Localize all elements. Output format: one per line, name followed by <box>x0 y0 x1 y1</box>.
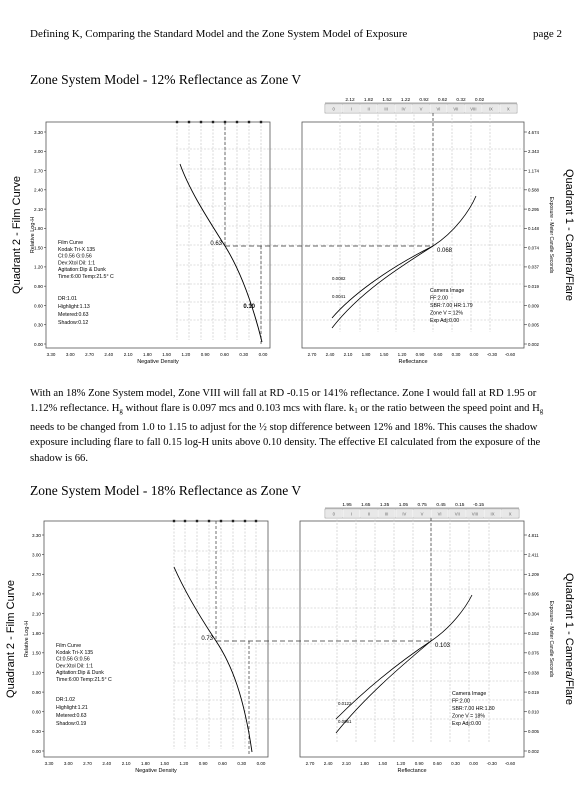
reflectance-tick-label: 0.90 <box>415 352 425 357</box>
density-tick-label: 3.00 <box>65 352 75 357</box>
right-tick-label: 0.606 <box>528 591 539 597</box>
camera-info-line: Exp Adj:0.00 <box>452 721 482 727</box>
film-info-line: Agitation:Dip & Dunk <box>56 670 104 677</box>
top-marker <box>208 520 210 522</box>
reflectance-tick-label: 2.10 <box>341 761 351 766</box>
y-tick-label: 0.30 <box>34 322 43 328</box>
zone-label: I <box>350 106 352 112</box>
right-tick-label: 1.174 <box>528 168 539 174</box>
density-tick-label: 2.70 <box>83 761 92 766</box>
film-info-line: Dev:Xtol Dil: 1:1 <box>58 260 96 267</box>
density-tick-label: 2.10 <box>123 352 133 357</box>
page-number: page 2 <box>532 28 562 40</box>
top-tick-label: 0.92 <box>419 98 429 103</box>
top-marker <box>173 520 175 522</box>
zone-label: III <box>384 106 388 112</box>
y-tick-label: 0.00 <box>32 748 41 754</box>
camera-info-line: FF:2.00 <box>452 698 470 705</box>
paragraph-text-2: without flare is 0.097 mcs and 0.103 mcs with flare. k <box>122 403 355 415</box>
density-tick-label: 0.30 <box>237 761 247 766</box>
reflectance-tick-label: 0.30 <box>451 761 460 766</box>
flare-midtone-label: 0.068 <box>437 248 453 254</box>
top-tick-label: 2.12 <box>345 98 355 103</box>
y-tick-label: 2.10 <box>34 206 43 212</box>
right-tick-label: 2.343 <box>528 149 539 155</box>
flare-low-b-label: 0.0061 <box>338 719 352 724</box>
left-side-label: Quadrant 2 - Film Curve <box>5 580 17 698</box>
reflectance-tick-label: 1.20 <box>397 352 407 357</box>
density-tick-label: 0.60 <box>220 352 229 357</box>
right-tick-label: 4.674 <box>528 129 539 135</box>
zone-label: V <box>420 511 424 517</box>
y-tick-label: 2.70 <box>32 572 41 578</box>
density-tick-label: 1.20 <box>181 352 191 357</box>
reflectance-tick-label: 0.30 <box>451 352 461 357</box>
density-tick-label: 1.80 <box>142 352 152 357</box>
y-tick-label: 1.80 <box>32 630 41 636</box>
density-tick-label: 0.60 <box>218 761 227 766</box>
right-tick-label: 0.005 <box>528 729 539 735</box>
right-tick-label: 0.010 <box>528 709 539 715</box>
figure2-heading: Zone System Model - 18% Reflectance as Zone V <box>30 483 302 498</box>
density-tick-label: 1.50 <box>160 761 170 766</box>
top-tick-label: 1.52 <box>382 98 392 103</box>
camera-info-line: Camera Image <box>430 288 465 294</box>
zone-label: VII <box>454 511 460 517</box>
film-stat-line: Shadow:0.19 <box>56 721 87 727</box>
subscript-g-1: g <box>119 407 123 416</box>
density-tick-label: 0.00 <box>256 761 266 766</box>
camera-info-line: SBR:7.00 HR:1.80 <box>452 706 495 712</box>
density-axis-label: Negative Density <box>135 768 177 774</box>
right-tick-label: 0.038 <box>528 670 539 676</box>
film-info-line: Kodak Tri-X 135 <box>56 649 94 656</box>
top-marker <box>212 121 214 123</box>
figure1-chart <box>0 92 576 368</box>
right-tick-label: 0.148 <box>528 226 539 232</box>
right-tick-label: 0.076 <box>528 650 539 656</box>
reflectance-tick-label: 0.90 <box>414 761 424 766</box>
reflectance-tick-label: 1.80 <box>361 352 371 357</box>
top-tick-label: 0.02 <box>474 98 485 103</box>
zone-label: X <box>506 106 510 112</box>
camera-info-line: SBR:7.00 HR:1.79 <box>430 303 473 309</box>
reflectance-tick-label: 2.10 <box>343 352 353 357</box>
film-stat-line: Metered:0.63 <box>56 713 87 719</box>
top-tick-label: 1.65 <box>361 503 371 508</box>
paragraph-text-4: needs to be changed from 1.0 to 1.15 to adjust for the ½ stop difference between 12% and 18%. This causes the shadow exposure including flare to fall 0.15 log-H units above 0.10 density. The effective EI calculated from the exposure of the shadow is 66. <box>30 421 541 464</box>
density-tick-label: 1.80 <box>140 761 150 766</box>
zone-label: V <box>419 106 423 112</box>
film-stat-line: Metered:0.63 <box>58 312 89 318</box>
top-tick-label: 0.75 <box>417 503 427 508</box>
right-tick-label: 0.002 <box>528 748 539 754</box>
right-tick-label: 0.074 <box>528 245 539 251</box>
page-header-title: Defining K, Comparing the Standard Model and the Zone System Model of Exposure <box>30 28 408 40</box>
film-stat-line: Highlight:1.21 <box>56 705 88 711</box>
film-info-line: Kodak Tri-X 135 <box>58 246 96 253</box>
y-tick-label: 1.20 <box>34 264 43 270</box>
density-tick-label: 3.00 <box>63 761 73 766</box>
right-tick-label: 0.002 <box>528 341 539 347</box>
right-axis-label: Exposure - Meter Candle Seconds <box>548 196 554 274</box>
zone-label: II <box>367 106 370 112</box>
shadow-density-label: 0.10 <box>243 304 255 310</box>
film-stat-line: DR:1.02 <box>56 697 76 703</box>
reflectance-tick-label: 2.40 <box>325 352 335 357</box>
right-tick-label: 0.019 <box>528 283 539 289</box>
figure1-heading: Zone System Model - 12% Reflectance as Zone V <box>30 72 302 87</box>
right-side-label: Quadrant 1 - Camera/Flare <box>563 168 575 302</box>
right-tick-label: 0.152 <box>528 630 539 636</box>
right-tick-label: 4.811 <box>528 532 539 538</box>
right-tick-label: 2.411 <box>528 552 539 558</box>
density-tick-label: 0.00 <box>258 352 268 357</box>
top-tick-label: 0.62 <box>437 98 448 103</box>
right-tick-label: 0.588 <box>528 187 539 193</box>
density-tick-label: 3.30 <box>44 761 54 766</box>
reflectance-axis-label: Reflectance <box>397 768 427 774</box>
zone-label: IX <box>490 511 495 517</box>
camera-flare-panel <box>300 521 524 757</box>
right-tick-label: 0.037 <box>528 264 539 270</box>
right-tick-label: 0.295 <box>528 206 539 212</box>
y-tick-label: 1.50 <box>34 245 43 251</box>
film-info-line: Film Curve <box>56 643 82 649</box>
right-side-label: Quadrant 1 - Camera/Flare <box>563 572 575 706</box>
zone-label: III <box>384 511 389 517</box>
y-axis-label: Relative Log-H <box>24 620 30 658</box>
reflectance-tick-label: -0.30 <box>486 352 498 357</box>
density-tick-label: 0.90 <box>200 352 210 357</box>
y-tick-label: 1.50 <box>32 650 41 656</box>
top-marker <box>196 520 198 522</box>
reflectance-tick-label: 0.60 <box>433 352 443 357</box>
y-tick-label: 2.40 <box>32 591 41 597</box>
subscript-1: 1 <box>354 407 358 416</box>
reflectance-tick-label: 2.70 <box>305 761 315 766</box>
top-marker <box>220 520 222 522</box>
camera-info-line: FF:2.00 <box>430 295 448 302</box>
reflectance-tick-label: -0.60 <box>504 761 516 766</box>
zone-label: X <box>508 511 512 517</box>
y-tick-label: 3.30 <box>32 532 41 538</box>
top-marker <box>244 520 246 522</box>
top-tick-label: 1.22 <box>400 98 411 103</box>
top-marker <box>255 520 257 522</box>
y-tick-label: 3.00 <box>32 552 41 558</box>
y-tick-label: 2.10 <box>32 611 41 617</box>
y-tick-label: 0.90 <box>34 283 43 289</box>
zone-label: 0 <box>332 106 335 112</box>
zone-label: IX <box>488 106 493 112</box>
density-tick-label: 0.30 <box>239 352 249 357</box>
top-tick-label: 0.15 <box>455 503 465 508</box>
film-info-line: Time:6:00 Temp:21.5° C <box>58 274 114 280</box>
right-tick-label: 0.009 <box>528 303 539 309</box>
midtone-density-label: 0.63 <box>210 241 222 247</box>
top-tick-label: 1.95 <box>342 503 352 508</box>
top-tick-label: 0.32 <box>456 98 466 103</box>
reflectance-tick-label: 1.50 <box>379 352 389 357</box>
left-side-label: Quadrant 2 - Film Curve <box>11 176 23 294</box>
density-axis-label: Negative Density <box>137 359 179 365</box>
right-tick-label: 0.304 <box>528 611 539 617</box>
top-marker <box>248 121 250 123</box>
density-tick-label: 2.10 <box>121 761 131 766</box>
right-tick-label: 1.209 <box>528 572 539 578</box>
film-info-line: CI:0.56 G:0.56 <box>56 656 90 663</box>
y-tick-label: 3.00 <box>34 149 43 155</box>
zone-label: 0 <box>332 511 335 517</box>
zone-label: VI <box>436 106 441 112</box>
subscript-g-2: g <box>539 407 544 416</box>
reflectance-tick-label: -0.60 <box>504 352 516 357</box>
density-tick-label: 3.30 <box>46 352 56 357</box>
reflectance-tick-label: 1.20 <box>396 761 406 766</box>
density-tick-label: 2.40 <box>104 352 114 357</box>
top-marker <box>232 520 234 522</box>
camera-info-line: Zone V = 12% <box>430 310 464 317</box>
camera-info-line: Zone V = 18% <box>452 713 486 720</box>
top-tick-label: -0.15 <box>473 503 485 508</box>
zone-label: VII <box>453 106 459 112</box>
zone-label: VI <box>437 511 442 517</box>
y-tick-label: 0.00 <box>34 341 43 347</box>
y-tick-label: 0.30 <box>32 729 41 735</box>
y-tick-label: 0.60 <box>34 303 43 309</box>
reflectance-tick-label: 0.60 <box>432 761 442 766</box>
film-stat-line: Highlight:1.13 <box>58 304 90 310</box>
zone-label: IV <box>401 106 406 112</box>
midtone-density-label: 0.73 <box>201 636 213 642</box>
top-marker <box>260 121 262 123</box>
paragraph-text-1: With an 18% Zone System model, Zone VIII will fall at RD -0.15 or 141% reflectance. Zone I would fall at RD 1.95 or 1.12% reflectance. H <box>30 388 537 415</box>
y-tick-label: 1.80 <box>34 226 43 232</box>
reflectance-tick-label: -0.30 <box>486 761 497 766</box>
density-tick-label: 0.90 <box>198 761 208 766</box>
zone-label: IV <box>402 511 407 517</box>
body-paragraph <box>30 386 560 466</box>
top-marker <box>200 121 202 123</box>
top-tick-label: 1.35 <box>379 503 390 508</box>
top-marker <box>176 121 178 123</box>
density-tick-label: 1.50 <box>162 352 172 357</box>
y-tick-label: 2.40 <box>34 187 43 193</box>
top-marker <box>236 121 238 123</box>
camera-info-line: Camera Image <box>452 691 487 697</box>
top-marker <box>184 520 186 522</box>
top-tick-label: 1.82 <box>363 98 374 103</box>
paragraph-text-3: or the ratio between the speed point and H <box>357 403 540 415</box>
flare-low-b-label: 0.0041 <box>332 294 346 299</box>
density-tick-label: 2.70 <box>85 352 94 357</box>
y-tick-label: 0.90 <box>32 689 41 695</box>
reflectance-tick-label: 1.80 <box>360 761 369 766</box>
zone-label: VIII <box>470 106 477 112</box>
camera-info-line: Exp Adj:0.00 <box>430 318 460 324</box>
y-tick-label: 2.70 <box>34 168 43 174</box>
flare-low-a-label: 0.0122 <box>338 701 352 706</box>
right-tick-label: 0.019 <box>528 689 539 695</box>
y-tick-label: 0.60 <box>32 709 41 715</box>
density-tick-label: 2.40 <box>102 761 112 766</box>
film-info-line: Film Curve <box>58 240 84 246</box>
top-tick-label: 0.45 <box>436 503 446 508</box>
y-tick-label: 1.20 <box>32 670 41 676</box>
flare-midtone-label: 0.103 <box>435 643 451 649</box>
zone-label: VIII <box>471 511 479 517</box>
film-info-line: Dev:Xtol Dil: 1:1 <box>56 663 94 670</box>
flare-low-a-label: 0.0082 <box>332 276 346 281</box>
film-info-line: Time:6:00 Temp:21.5° C <box>56 677 112 683</box>
y-axis-label: Relative Log-H <box>30 216 36 254</box>
y-tick-label: 3.30 <box>34 129 43 135</box>
film-stat-line: DR:1.01 <box>58 296 78 302</box>
top-marker <box>188 121 190 123</box>
right-tick-label: 0.005 <box>528 322 539 328</box>
zone-label: I <box>350 511 353 517</box>
reflectance-tick-label: 0.00 <box>469 352 479 357</box>
density-tick-label: 1.20 <box>179 761 189 766</box>
film-info-line: Agitation:Dip & Dunk <box>58 267 106 274</box>
top-tick-label: 1.05 <box>398 503 409 508</box>
reflectance-tick-label: 2.40 <box>323 761 333 766</box>
film-info-line: CI:0.56 G:0.56 <box>58 253 92 260</box>
reflectance-tick-label: 1.50 <box>378 761 388 766</box>
reflectance-tick-label: 2.70 <box>307 352 317 357</box>
reflectance-tick-label: 0.00 <box>469 761 479 766</box>
figure2-chart <box>0 497 576 777</box>
film-stat-line: Shadow:0.12 <box>58 320 89 326</box>
right-axis-label: Exposure - Meter Candle Seconds <box>548 600 554 678</box>
reflectance-axis-label: Reflectance <box>398 359 428 365</box>
zone-label: II <box>367 511 371 517</box>
